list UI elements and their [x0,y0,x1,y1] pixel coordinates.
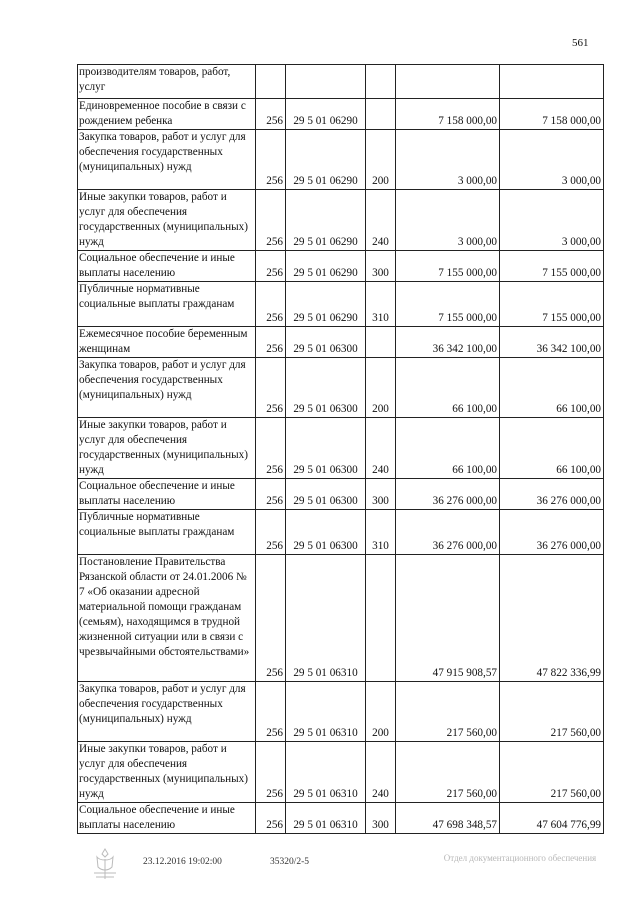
table-row [78,510,604,555]
row-amount-2-cell: 66 100,00 [500,358,604,418]
row-amount-1-cell: 7 158 000,00 [396,99,500,130]
row-name-cell: Иные закупки товаров, работ и услуг для обеспечения государственных (муниципальных) нужд [78,742,256,803]
table-row [78,251,604,282]
row-amount-2-cell: 47 604 776,99 [500,803,604,834]
row-name-cell: Закупка товаров, работ и услуг для обеспечения государственных (муниципальных) нужд [78,682,256,742]
row-name-cell: Социальное обеспечение и иные выплаты населению [78,479,256,510]
row-name-cell: Публичные нормативные социальные выплаты гражданам [78,510,256,555]
row-amount-2-cell: 36 276 000,00 [500,479,604,510]
budget-table [77,64,604,834]
row-name-cell: Социальное обеспечение и иные выплаты населению [78,251,256,282]
row-admin-code-cell: 256 [256,190,286,251]
row-expense-type-cell: 310 [366,510,396,555]
row-admin-code-cell: 256 [256,803,286,834]
row-target-code-cell: 29 5 01 06290 [286,251,366,282]
row-amount-1-cell: 36 276 000,00 [396,479,500,510]
row-expense-type-cell [366,555,396,682]
row-target-code-cell: 29 5 01 06310 [286,803,366,834]
row-target-code-cell [286,65,366,99]
row-expense-type-cell: 200 [366,358,396,418]
row-amount-1-cell: 7 155 000,00 [396,282,500,327]
row-amount-2-cell [500,65,604,99]
row-target-code-cell: 29 5 01 06310 [286,682,366,742]
row-amount-1-cell: 36 276 000,00 [396,510,500,555]
row-expense-type-cell: 310 [366,282,396,327]
table-row [78,327,604,358]
row-admin-code-cell: 256 [256,130,286,190]
row-expense-type-cell: 240 [366,418,396,479]
row-target-code-cell: 29 5 01 06300 [286,479,366,510]
table-row [78,190,604,251]
row-target-code-cell: 29 5 01 06300 [286,358,366,418]
row-name-cell: Единовременное пособие в связи с рождением ребенка [78,99,256,130]
row-amount-2-cell: 217 560,00 [500,682,604,742]
row-expense-type-cell: 300 [366,803,396,834]
row-target-code-cell: 29 5 01 06290 [286,99,366,130]
table-row [78,682,604,742]
row-admin-code-cell: 256 [256,251,286,282]
row-amount-2-cell: 3 000,00 [500,130,604,190]
row-admin-code-cell: 256 [256,282,286,327]
row-amount-2-cell: 7 155 000,00 [500,251,604,282]
row-amount-2-cell: 36 342 100,00 [500,327,604,358]
row-amount-1-cell: 3 000,00 [396,190,500,251]
row-expense-type-cell: 240 [366,190,396,251]
row-amount-1-cell: 47 698 348,57 [396,803,500,834]
row-expense-type-cell: 200 [366,130,396,190]
row-amount-2-cell: 47 822 336,99 [500,555,604,682]
row-amount-2-cell: 217 560,00 [500,742,604,803]
row-admin-code-cell: 256 [256,358,286,418]
row-expense-type-cell [366,327,396,358]
row-amount-2-cell: 66 100,00 [500,418,604,479]
row-admin-code-cell: 256 [256,682,286,742]
footer-datetime: 23.12.2016 19:02:00 [143,857,222,867]
row-admin-code-cell: 256 [256,479,286,510]
row-name-cell: Закупка товаров, работ и услуг для обеспечения государственных (муниципальных) нужд [78,358,256,418]
table-row [78,99,604,130]
table-row [78,130,604,190]
row-name-cell: Иные закупки товаров, работ и услуг для обеспечения государственных (муниципальных) нужд [78,418,256,479]
table-row [78,742,604,803]
row-amount-1-cell: 36 342 100,00 [396,327,500,358]
row-amount-2-cell: 7 155 000,00 [500,282,604,327]
row-target-code-cell: 29 5 01 06300 [286,510,366,555]
row-amount-2-cell: 36 276 000,00 [500,510,604,555]
row-target-code-cell: 29 5 01 06290 [286,130,366,190]
row-target-code-cell: 29 5 01 06310 [286,742,366,803]
row-amount-1-cell: 47 915 908,57 [396,555,500,682]
row-name-cell: Иные закупки товаров, работ и услуг для обеспечения государственных (муниципальных) нужд [78,190,256,251]
row-expense-type-cell: 240 [366,742,396,803]
table-row [78,555,604,682]
row-expense-type-cell: 300 [366,251,396,282]
row-target-code-cell: 29 5 01 06290 [286,282,366,327]
row-amount-1-cell [396,65,500,99]
table-row [78,479,604,510]
row-target-code-cell: 29 5 01 06300 [286,418,366,479]
row-amount-1-cell: 66 100,00 [396,358,500,418]
row-name-cell: Ежемесячное пособие беременным женщинам [78,327,256,358]
table-row [78,358,604,418]
table-row [78,65,604,99]
table-row [78,418,604,479]
table-row [78,282,604,327]
row-name-cell: производителям товаров, работ, услуг [78,65,256,99]
row-amount-2-cell: 3 000,00 [500,190,604,251]
row-amount-1-cell: 3 000,00 [396,130,500,190]
row-expense-type-cell [366,65,396,99]
row-expense-type-cell [366,99,396,130]
row-amount-2-cell: 7 158 000,00 [500,99,604,130]
row-name-cell: Публичные нормативные социальные выплаты гражданам [78,282,256,327]
table-row [78,803,604,834]
row-expense-type-cell: 300 [366,479,396,510]
row-name-cell: Социальное обеспечение и иные выплаты населению [78,803,256,834]
row-admin-code-cell: 256 [256,742,286,803]
row-admin-code-cell: 256 [256,510,286,555]
footer-doc-number: 35320/2-5 [270,857,310,867]
row-amount-1-cell: 217 560,00 [396,682,500,742]
row-admin-code-cell: 256 [256,418,286,479]
row-name-cell: Закупка товаров, работ и услуг для обеспечения государственных (муниципальных) нужд [78,130,256,190]
row-admin-code-cell: 256 [256,327,286,358]
row-amount-1-cell: 7 155 000,00 [396,251,500,282]
emblem-icon [90,847,120,881]
row-target-code-cell: 29 5 01 06290 [286,190,366,251]
row-target-code-cell: 29 5 01 06310 [286,555,366,682]
signature-stamp: Отдел документационного обеспечения [443,853,597,863]
row-name-cell: Постановление Правительства Рязанской области от 24.01.2006 № 7 «Об оказании адресной материальной помощи гражданам (семьям), находящимся в трудной жизненной ситуации или в связи с чрезвычайными обстоятельствами» [78,555,256,682]
row-expense-type-cell: 200 [366,682,396,742]
page-number: 561 [572,37,589,49]
row-admin-code-cell [256,65,286,99]
row-admin-code-cell: 256 [256,99,286,130]
row-amount-1-cell: 217 560,00 [396,742,500,803]
row-amount-1-cell: 66 100,00 [396,418,500,479]
row-target-code-cell: 29 5 01 06300 [286,327,366,358]
row-admin-code-cell: 256 [256,555,286,682]
